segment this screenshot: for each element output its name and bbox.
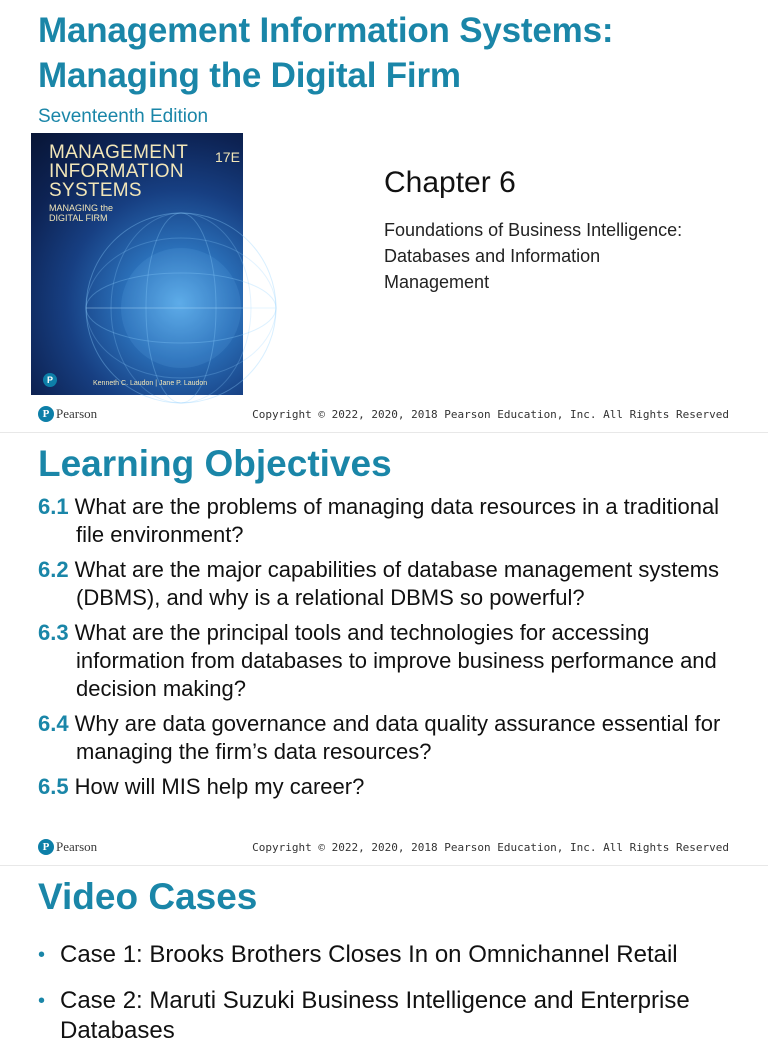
book-title: Management Information Systems: Managing the Digital Firm — [38, 11, 614, 95]
cover-edition: 17E — [215, 149, 240, 165]
slide-heading: Learning Objectives — [38, 443, 392, 484]
objective-text: What are the major capabilities of database management systems (DBMS), and why is a relational DBMS so powerful? — [74, 557, 720, 610]
pearson-logo-text: Pearson — [56, 406, 98, 421]
copyright-notice: Copyright © 2022, 2020, 2018 Pearson Education, Inc. All Rights Reserved — [252, 408, 729, 421]
list-item — [38, 940, 738, 970]
list-item — [38, 710, 738, 766]
list-item — [38, 619, 738, 703]
slide-footer — [0, 837, 768, 859]
pearson-logo-icon: P — [38, 406, 54, 422]
cover-authors: Kenneth C. Laudon | Jane P. Laudon — [93, 380, 208, 387]
pearson-logo — [38, 839, 97, 855]
slide-footer — [0, 404, 768, 426]
title-slide — [0, 0, 768, 432]
objective-text: What are the problems of managing data resources in a traditional file environment? — [74, 494, 720, 547]
list-item — [38, 773, 738, 801]
objectives-list — [38, 493, 738, 808]
case-text: Case 1: Brooks Brothers Closes In on Omnichannel Retail — [60, 941, 678, 968]
cover-subtitle: MANAGING the DIGITAL FIRM — [49, 203, 114, 223]
objective-text: What are the principal tools and technologies for accessing information from databases to improve business performance and decision making? — [74, 620, 717, 701]
pearson-logo-icon: P — [43, 373, 57, 387]
list-item — [38, 556, 738, 612]
objective-number: 6.4 — [38, 711, 69, 736]
objective-number: 6.1 — [38, 494, 69, 519]
book-cover-image — [31, 133, 243, 395]
bullet-icon: • — [38, 944, 46, 966]
cover-title: MANAGEMENT INFORMATION SYSTEMS — [49, 142, 189, 201]
objective-text: How will MIS help my career? — [74, 774, 365, 799]
video-cases-list — [38, 940, 738, 1062]
copyright-notice: Copyright © 2022, 2020, 2018 Pearson Education, Inc. All Rights Reserved — [252, 841, 729, 854]
edition-label: Seventeenth Edition — [38, 106, 209, 127]
video-cases-slide — [0, 865, 768, 1044]
learning-objectives-slide — [0, 432, 768, 865]
list-item — [38, 986, 738, 1046]
case-text: Case 2: Maruti Suzuki Business Intelligence and Enterprise Databases — [60, 987, 690, 1044]
objective-number: 6.5 — [38, 774, 69, 799]
pearson-logo-icon: P — [38, 839, 54, 855]
objective-number: 6.3 — [38, 620, 69, 645]
objective-number: 6.2 — [38, 557, 69, 582]
objective-text: Why are data governance and data quality assurance essential for managing the firm’s data resources? — [74, 711, 721, 764]
chapter-title: Foundations of Business Intelligence: Databases and Information Management — [384, 220, 683, 292]
chapter-number: Chapter 6 — [384, 166, 516, 199]
pearson-logo — [38, 406, 97, 422]
list-item — [38, 493, 738, 549]
pearson-logo-text: Pearson — [56, 839, 98, 854]
slide-heading: Video Cases — [38, 876, 258, 917]
bullet-icon: • — [38, 990, 46, 1012]
